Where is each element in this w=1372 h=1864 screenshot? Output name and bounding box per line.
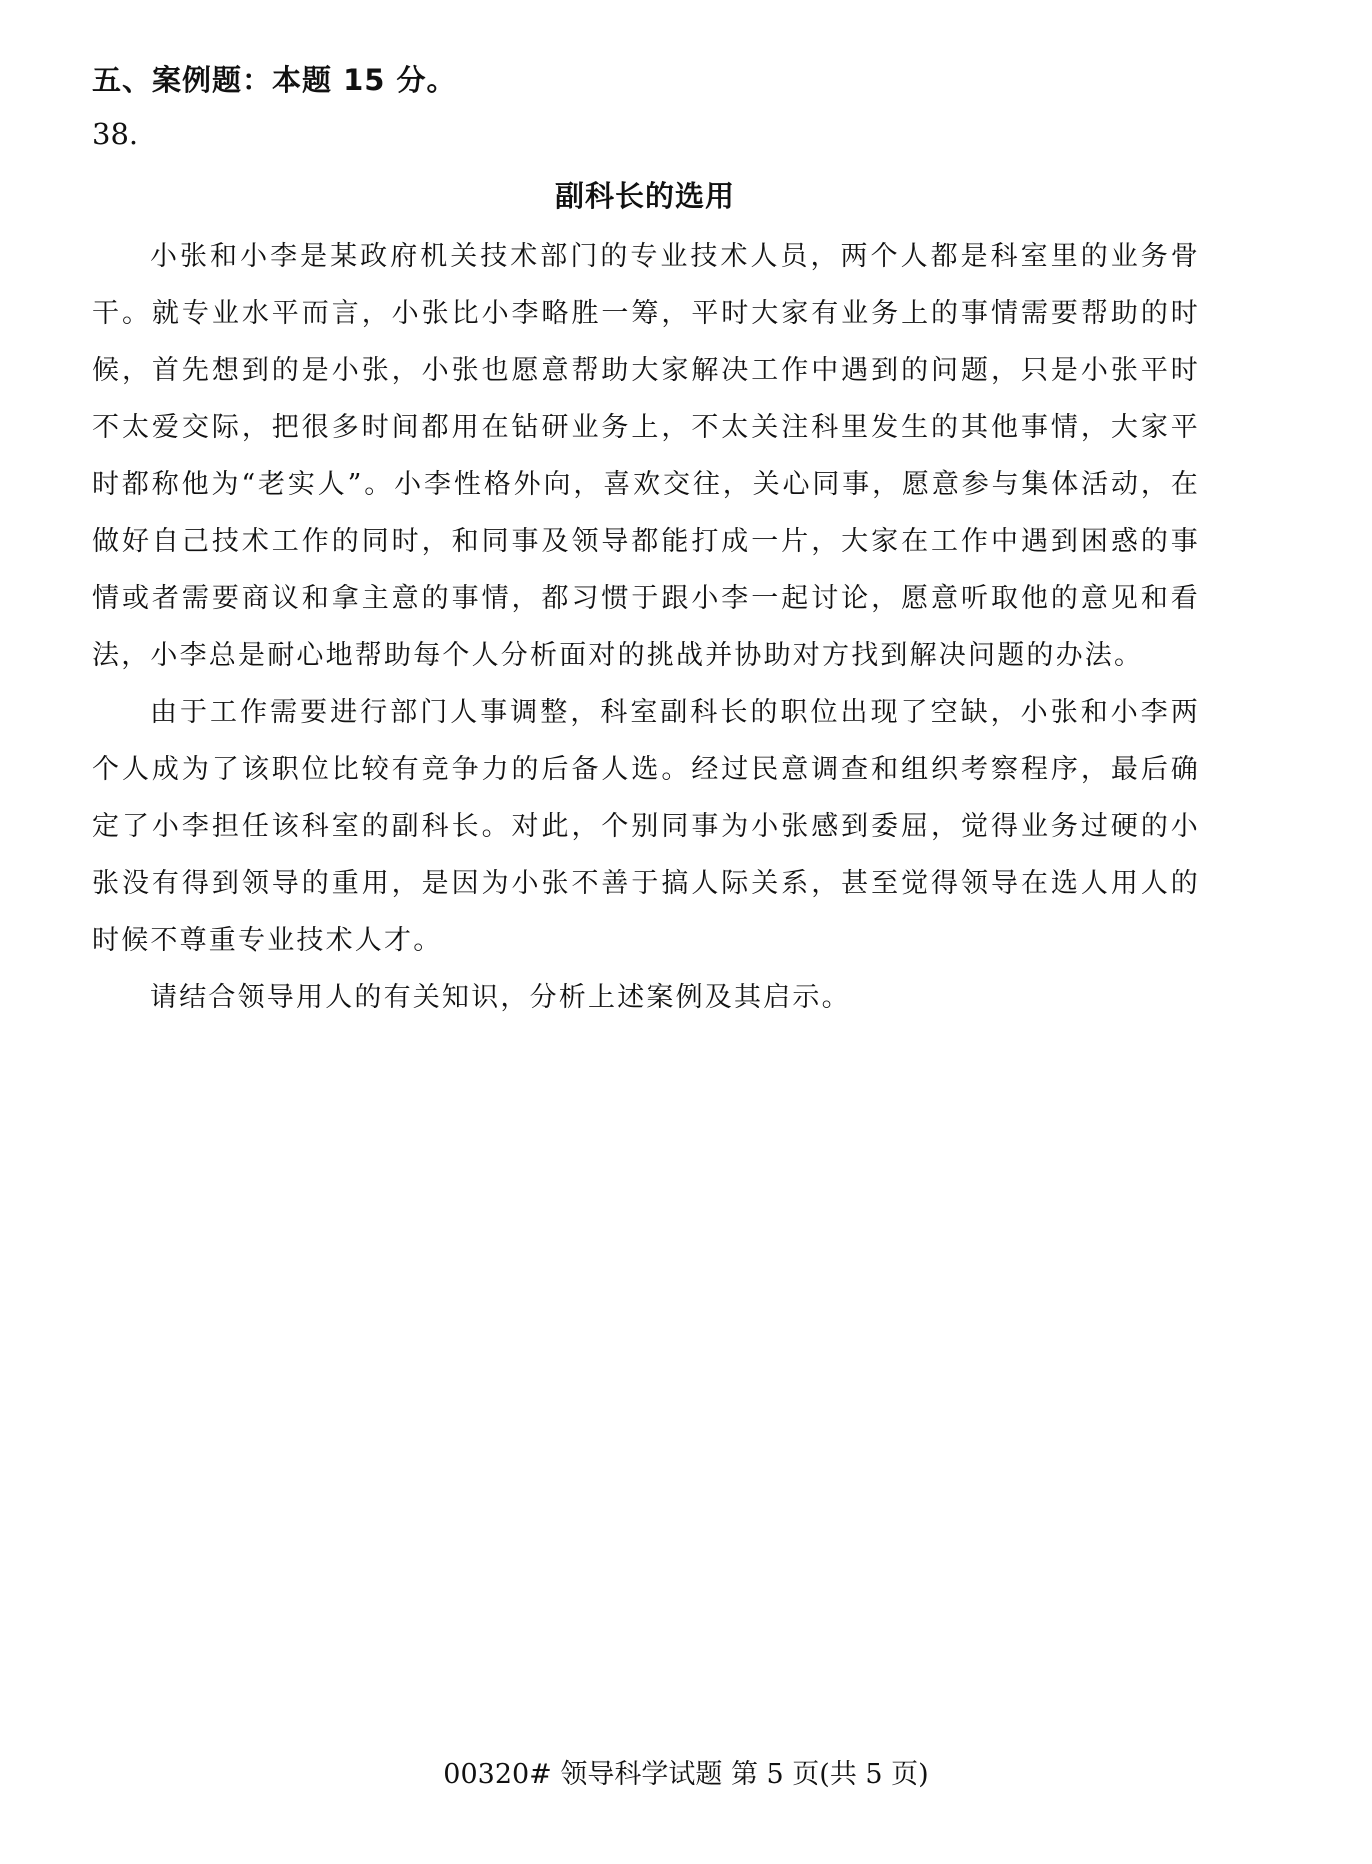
case-paragraph: 由于工作需要进行部门人事调整，科室副科长的职位出现了空缺，小张和小李两个人成为了该职位比较有竞争力的后备人选。经过民意调查和组织考察程序，最后确定了小李担任该科室的副科长。对此，个别同事为小张感到委屈，觉得业务过硬的小张没有得到领导的重用，是因为小张不善于搞人际关系，甚至觉得领导在选人用人的时候不尊重专业技术人才。	[92, 697, 1200, 956]
page-footer: 00320# 领导科学试题 第 5 页(共 5 页)	[443, 1759, 929, 1790]
case-title: 副科长的选用	[554, 179, 735, 213]
section-heading: 五、案例题：本题 15 分。	[92, 63, 457, 97]
question-number: 38.	[92, 117, 139, 151]
question-prompt: 请结合领导用人的有关知识，分析上述案例及其启示。	[150, 982, 851, 1013]
case-body	[92, 228, 1200, 1026]
case-paragraph: 小张和小李是某政府机关技术部门的专业技术人员，两个人都是科室里的业务骨干。就专业水平而言，小张比小李略胜一筹，平时大家有业务上的事情需要帮助的时候，首先想到的是小张，小张也愿意帮助大家解决工作中遇到的问题，只是小张平时不太爱交际，把很多时间都用在钻研业务上，不太关注科里发生的其他事情，大家平时都称他为“老实人”。小李性格外向，喜欢交往，关心同事，愿意参与集体活动，在做好自己技术工作的同时，和同事及领导都能打成一片，大家在工作中遇到困惑的事情或者需要商议和拿主意的事情，都习惯于跟小李一起讨论，愿意听取他的意见和看法，小李总是耐心地帮助每个人分析面对的挑战并协助对方找到解决问题的办法。	[92, 241, 1200, 671]
